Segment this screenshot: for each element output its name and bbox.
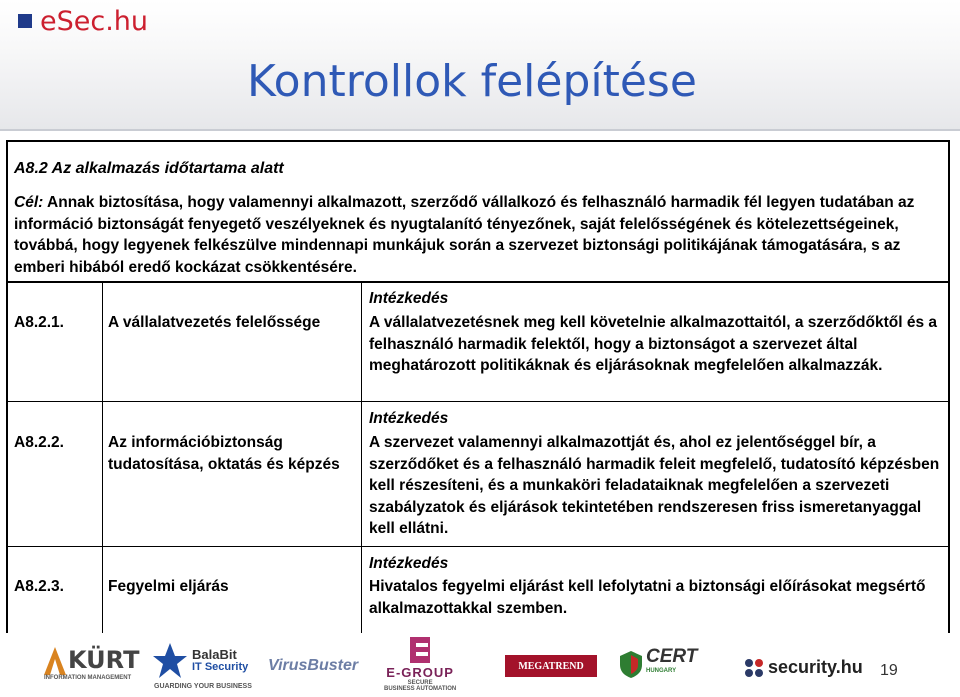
balabit-name: BalaBit	[192, 647, 237, 662]
section-heading: A8.2 Az alkalmazás időtartama alatt	[14, 160, 284, 177]
egroup-sub1: SECURE	[407, 680, 433, 686]
cert-subtitle: HUNGARY	[646, 668, 677, 674]
row-heading: Intézkedés	[369, 410, 449, 427]
cert-name: CERT	[646, 646, 698, 667]
row-text: A vállalatvezetésnek meg kell követelnie alkalmazottaitól, a szerződőktől és a felhasználó harmadik felektől, hogy a biztonságot a szervezet által meghatározott politikáknak és eljárásoknak megfelelően alkalmazzák.	[369, 314, 937, 374]
header-divider	[0, 129, 960, 131]
logo-text: eSec.hu	[40, 5, 149, 37]
balabit-logo	[152, 641, 248, 681]
page-number: 19	[880, 662, 898, 679]
securityhu-dots-icon	[744, 658, 764, 678]
egroup-logo	[384, 635, 456, 692]
column-divider	[102, 283, 103, 633]
row-text: A szervezet valamennyi alkalmazottját és, ahol ez jelentőséggel bír, a szerződőket és a felhasználó harmadik feleit megfelelő, tudatosító képzésben kell részesíteni, és a munkaköri feladataiknak megfelelően a szervezeti szabályzatok és eljárások tekintetében rendszeresen friss ismeretanyaggal kell ellátni.	[369, 434, 940, 537]
cert-shield-icon	[618, 649, 644, 679]
row-name: Fegyelmi eljárás	[108, 578, 229, 595]
row-id: A8.2.3.	[14, 578, 64, 595]
column-divider	[361, 283, 362, 633]
balabit-subtitle: IT Security	[192, 661, 249, 673]
row-id: A8.2.1.	[14, 314, 64, 331]
kurt-subtitle: INFORMATION MANAGEMENT	[44, 675, 132, 681]
virusbuster-logo: VirusBuster	[268, 657, 359, 674]
row-text: Hivatalos fegyelmi eljárást kell lefolytatni a biztonsági előírásokat megsértő alkalmazottakkal szemben.	[369, 578, 926, 617]
row-divider	[8, 546, 948, 547]
egroup-emblem-icon	[408, 635, 432, 665]
logo-square-icon	[18, 14, 32, 28]
goal-label: Cél:	[14, 194, 44, 211]
securityhu-name: security.hu	[768, 657, 863, 677]
row-heading: Intézkedés	[369, 555, 449, 572]
balabit-star-icon	[152, 641, 188, 681]
balabit-tagline: GUARDING YOUR BUSINESS	[154, 683, 252, 690]
egroup-name: E-GROUP	[386, 665, 454, 680]
row-heading: Intézkedés	[369, 290, 449, 307]
control-table-document	[6, 140, 950, 633]
securityhu-logo	[744, 657, 863, 678]
kurt-name: KÜRT	[68, 646, 140, 674]
sponsor-footer	[0, 633, 960, 697]
row-id: A8.2.2.	[14, 434, 64, 451]
cert-logo	[618, 646, 698, 679]
table-divider	[8, 281, 948, 283]
goal-text: Annak biztosítása, hogy valamennyi alkalmazott, szerződő vállalkozó és felhasználó harmadik fél legyen tudatában az információ biztonságát fenyegető veszélyeknek és nyugtalanító tényezőnek, saját felelősségének és kötelezettségeinek, továbbá, hogy legyenek felkészülve mindennapi munkájuk során a szervezet biztonsági politikájának támogatására, s az emberi hibából eredő kockázat csökkentésére.	[14, 194, 915, 276]
slide-title: Kontrollok felépítése	[247, 56, 697, 107]
row-name: Az információbiztonság tudatosítása, oktatás és képzés	[108, 434, 340, 473]
row-divider	[8, 401, 948, 402]
esec-logo	[18, 6, 148, 36]
kurt-mountain-icon	[44, 645, 66, 675]
row-name: A vállalatvezetés felelőssége	[108, 314, 321, 331]
kurt-logo	[44, 645, 139, 681]
egroup-sub2: BUSINESS AUTOMATION	[384, 686, 457, 692]
goal-paragraph	[14, 192, 944, 278]
megatrend-logo: MEGATREND	[505, 655, 597, 677]
